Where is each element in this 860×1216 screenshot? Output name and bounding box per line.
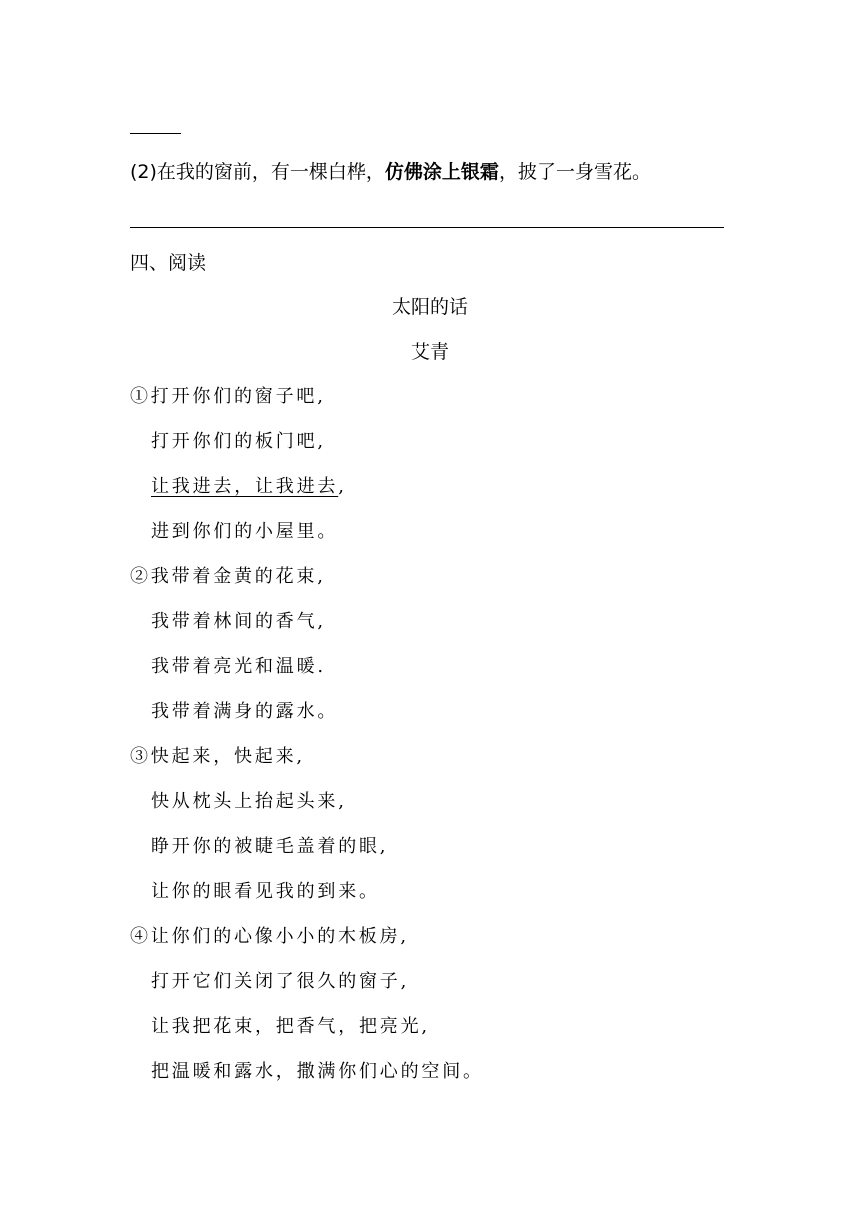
stanza-1-line-3 xyxy=(151,478,347,496)
answer-blank-line-short xyxy=(130,133,181,134)
underlined-phrase: 让我进去，让我进去 xyxy=(151,476,339,497)
poem-title: 太阳的话 xyxy=(391,296,468,318)
question-2 xyxy=(130,163,651,182)
underlined-phrase-trailing-comma: , xyxy=(338,476,347,497)
stanza-2-line-4: 我带着满身的露水。 xyxy=(151,701,339,722)
stanza-2-line-1: ②我带着金黄的花束, xyxy=(130,566,326,587)
stanza-3-line-1: ③快起来，快起来, xyxy=(130,746,305,767)
section-heading: 四、阅读 xyxy=(130,252,207,274)
question-2-prefix: (2)在我的窗前，有一棵白桦， xyxy=(130,161,385,183)
stanza-4-line-2: 打开它们关闭了很久的窗子, xyxy=(151,971,410,992)
stanza-1-line-1: ①打开你们的窗子吧, xyxy=(130,386,326,407)
stanza-1-line-4: 进到你们的小屋里。 xyxy=(151,521,339,542)
stanza-2-line-3: 我带着亮光和温暖. xyxy=(151,656,326,677)
answer-blank-line-long xyxy=(130,227,724,228)
stanza-3-line-3: 睁开你的被睫毛盖着的眼, xyxy=(151,836,389,857)
stanza-3-line-2: 快从枕头上抬起头来, xyxy=(151,791,347,812)
stanza-2-line-2: 我带着林间的香气, xyxy=(151,611,326,632)
stanza-4-line-1: ④让你们的心像小小的木板房, xyxy=(130,926,409,947)
poem-author: 艾青 xyxy=(410,341,449,363)
question-2-bold-phrase: 仿佛涂上银霜 xyxy=(384,161,499,183)
stanza-3-line-4: 让你的眼看见我的到来。 xyxy=(151,881,380,902)
stanza-4-line-4: 把温暖和露水，撒满你们心的空间。 xyxy=(151,1061,484,1082)
question-2-suffix: ，披了一身雪花。 xyxy=(498,161,651,183)
stanza-4-line-3: 让我把花束，把香气，把亮光, xyxy=(151,1016,430,1037)
stanza-1-line-2: 打开你们的板门吧, xyxy=(151,431,326,452)
